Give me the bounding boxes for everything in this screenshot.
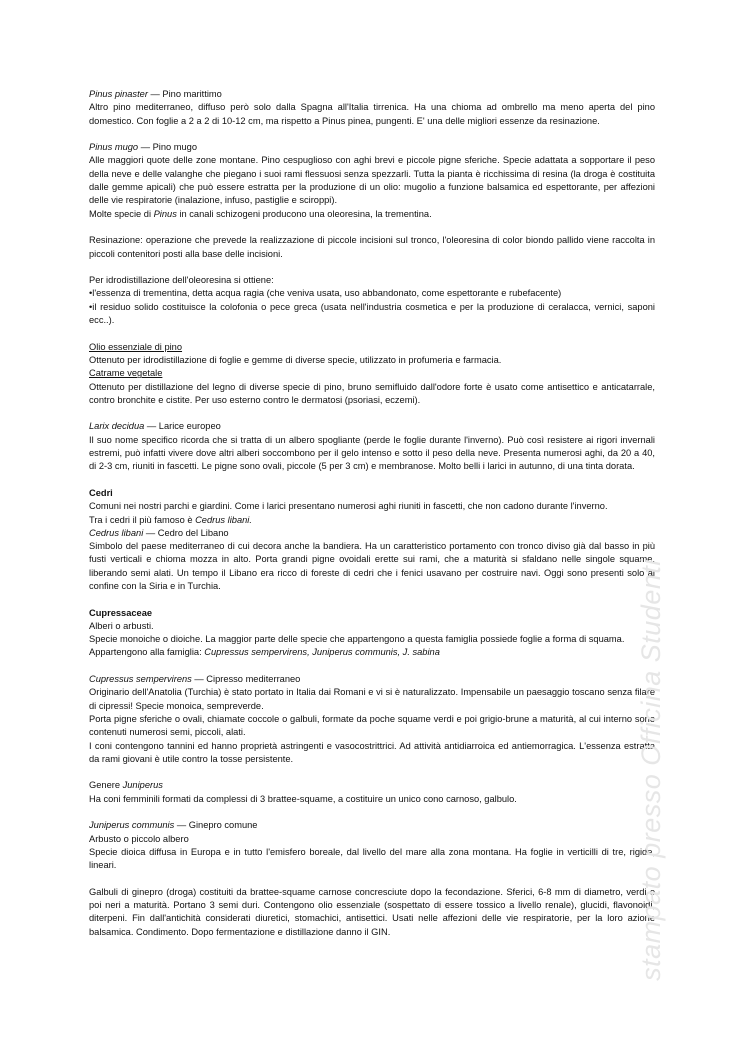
section-resinazione xyxy=(89,234,655,261)
paragraph: Originario dell'Anatolia (Turchia) è stato portato in Italia dai Romani e vi si è naturalizzato. Impensabile un paesaggio toscano senza filare di cipressi! Specie monoica, sempreverde. xyxy=(89,687,655,711)
section-pinus-mugo xyxy=(89,141,655,221)
text-run: Appartengono alla famiglia: xyxy=(89,647,205,658)
text-run: in canali schizogeni producono una oleoresina, la trementina. xyxy=(176,208,432,219)
paragraph: Simbolo del paese mediterraneo di cui decora anche la bandiera. Ha un caratteristico portamento con tronco diviso già dal basso in più fusti verticali e chioma mozza in alto. Porta grandi pigne ovoidali erette sui rami, che a maturità si sfaldano nelle singole squame, liberando semi alati. Un tempo il Libano era ricco di foreste di cedri che i fenici usavano per costruire navi. Oggi sono presenti solo al confine con la Siria e in Turchia. xyxy=(89,541,655,591)
paragraph: Alberi o arbusti. xyxy=(89,620,154,631)
species-heading: Cupressus sempervirens — Cipresso mediterraneo xyxy=(89,674,301,685)
species-latin-name: Larix decidua xyxy=(89,421,145,432)
paragraph: Galbuli di ginepro (droga) costituiti da brattee-squame carnose concresciute dopo la fecondazione. Sferici, 6-8 mm di diametro, verdi e poi neri a maturità. Portano 3 semi duri. Contengono olio essenziale (sospettato di essere tossico a livello renale), glucidi, flavonoidi, diterpeni. Fin dall'antichità considerati diuretici, stomachici, antisettici. Usati nelle affezioni delle vie respiratorie, per la loro azione balsamica. Condimento. Dopo fermentazione e distillazione danno il GIN. xyxy=(89,886,655,937)
section-title: Cupressaceae xyxy=(89,607,153,618)
bullet-item: •l'essenza di trementina, detta acqua ragia (che veniva usata, uso abbandonato, come espettorante e rubefacente) xyxy=(89,288,562,299)
text-run: Tra i cedri il più famoso è xyxy=(89,514,196,525)
italic-term: Cedrus libani. xyxy=(195,514,252,525)
species-common-name: Cedro del Libano xyxy=(157,527,229,538)
species-common-name: Pino marittimo xyxy=(162,89,222,99)
section-idrodistillazione xyxy=(89,274,655,327)
section-pinus-pinaster xyxy=(89,88,655,128)
species-latin-name: Pinus pinaster xyxy=(89,89,148,99)
paragraph: I coni contengono tannini ed hanno proprietà astringenti e vasocostrittrici. Ad attività antidiarroica ed antiemorragica. L'essenza estratta da rami giovani è utile contro la tosse persistente. xyxy=(89,740,655,764)
paragraph: Per idrodistillazione dell'oleoresina si ottiene: xyxy=(89,275,274,286)
species-latin-name: Juniperus communis xyxy=(89,820,175,831)
section-cedri xyxy=(89,487,655,593)
species-latin-name: Cupressus sempervirens xyxy=(89,674,192,685)
species-common-name: Cipresso mediterraneo xyxy=(206,674,301,685)
paragraph: Il suo nome specifico ricorda che si tratta di un albero spogliante (perde le foglie durante l'inverno). Può così resistere ai rigori invernali estremi, può infatti vivere dove altri alberi soccombono per il gelo intenso e sotto il peso della neve. Presenta numerosi aghi, da 20 a 40, di 2-3 cm, riuniti in fascetti. Le pigne sono ovali, piccole (5 per 3 cm) e membranose. Molto belli i larici in autunno, di una tinta dorata. xyxy=(89,434,655,472)
section-title: Cedri xyxy=(89,487,113,498)
section-catrame-vegetale xyxy=(89,367,655,407)
paragraph xyxy=(89,514,655,527)
italic-term: Cupressus sempervirens, Juniperus communis, J. sabina xyxy=(204,647,440,658)
section-galbuli-ginepro xyxy=(89,886,655,939)
paragraph: Resinazione: operazione che prevede la realizzazione di piccole incisioni sul tronco, l'oleoresina di color biondo pallido viene raccolta in piccoli contenitori posti alla base delle incisioni. xyxy=(89,235,655,259)
section-title: Olio essenziale di pino xyxy=(89,341,183,352)
section-cupressaceae xyxy=(89,607,655,660)
paragraph: Comuni nei nostri parchi e giardini. Come i larici presentano numerosi aghi riuniti in fascetti, che non cadono durante l'inverno. xyxy=(89,501,608,512)
section-cupressus-sempervirens xyxy=(89,673,655,766)
paragraph: Alle maggiori quote delle zone montane. Pino cespuglioso con aghi brevi e piccole pigne sferiche. Specie adattata a sopportare il peso della neve e delle valanghe che piegano i suoi rami flessuosi senza spezzarli. Tutta la pianta è ricchissima di resina (la droga è costituita dalle gemme apicali) che può essere estratta per la produzione di un olio: mugolio a funzione balsamica ed espettorante, per affezioni delle vie respiratorie (inalazione, infuso, pastiglie e sciroppi). xyxy=(89,155,655,206)
paragraph: Porta pigne sferiche o ovali, chiamate coccole o galbuli, formate da poche squame verdi e poi grigio-brune a maturità, al cui interno sono contenuti numerosi semi, piccoli, alati. xyxy=(89,713,655,738)
section-olio-essenziale xyxy=(89,341,655,368)
species-heading: Cedrus libani — Cedro del Libano xyxy=(89,527,229,538)
species-heading: Pinus mugo — Pino mugo xyxy=(89,142,198,153)
paragraph: Arbusto o piccolo albero xyxy=(89,833,189,844)
species-common-name: Larice europeo xyxy=(158,421,221,432)
paragraph: Ottenuto per distillazione del legno di diverse specie di pino, bruno semifluido dall'odore forte è usato come antisettico e anticatarrale, contro bronchite e cistite. Per uso esterno contro le dermatosi (psoriasi, eczemi). xyxy=(89,381,655,405)
paragraph: Specie dioica diffusa in Europa e in tutto l'emisfero boreale, dal livello del mare alla zona montana. Ha foglie in verticilli di tre, rigide, lineari. xyxy=(89,846,655,871)
paragraph: Ha coni femminili formati da complessi di 3 brattee-squame, a costituire un unico cono carnoso, galbulo. xyxy=(89,793,517,804)
species-heading: Juniperus communis — Ginepro comune xyxy=(89,820,258,831)
paragraph: Altro pino mediterraneo, diffuso però solo dalla Spagna all'Italia tirrenica. Ha una chioma ad ombrello ma meno aperta del pino domestico. Con foglie a 2 a 2 di 10-12 cm, ma rispetto a Pinus pinea, pungenti. E' una delle migliori essenze da resinazione. xyxy=(89,102,655,126)
genus-heading xyxy=(89,779,655,792)
species-latin-name: Cedrus libani xyxy=(89,527,144,538)
species-latin-name: Pinus mugo xyxy=(89,142,139,153)
paragraph: Specie monoiche o dioiche. La maggior parte delle specie che appartengono a questa famiglia possiede foglie a forma di squama. xyxy=(89,634,625,645)
section-larix-decidua xyxy=(89,420,655,473)
italic-term: Pinus xyxy=(153,208,177,219)
watermark-text: stampato presso Officina Studenti xyxy=(636,559,666,981)
paragraph: Ottenuto per idrodistillazione di foglie e gemme di diverse specie, utilizzato in profumeria e farmacia. xyxy=(89,354,502,365)
species-common-name: Ginepro comune xyxy=(188,820,258,831)
species-common-name: Pino mugo xyxy=(152,142,198,153)
text-run: Genere xyxy=(89,780,123,791)
species-heading: Pinus pinaster — Pino marittimo xyxy=(89,89,222,99)
document-page xyxy=(89,88,655,952)
section-juniperus-communis xyxy=(89,819,655,872)
section-genere-juniperus xyxy=(89,779,655,806)
bullet-item: •il residuo solido costituisce la colofonia o pece greca (usata nell'industria cosmetica e per la produzione di ceralacca, vernici, saponi ecc..). xyxy=(89,301,655,326)
section-title: Catrame vegetale xyxy=(89,368,163,379)
genus-latin-name: Juniperus xyxy=(122,780,163,791)
paragraph xyxy=(89,646,655,659)
species-heading: Larix decidua — Larice europeo xyxy=(89,421,221,432)
text-run: Molte specie di xyxy=(89,208,154,219)
paragraph xyxy=(89,208,655,221)
